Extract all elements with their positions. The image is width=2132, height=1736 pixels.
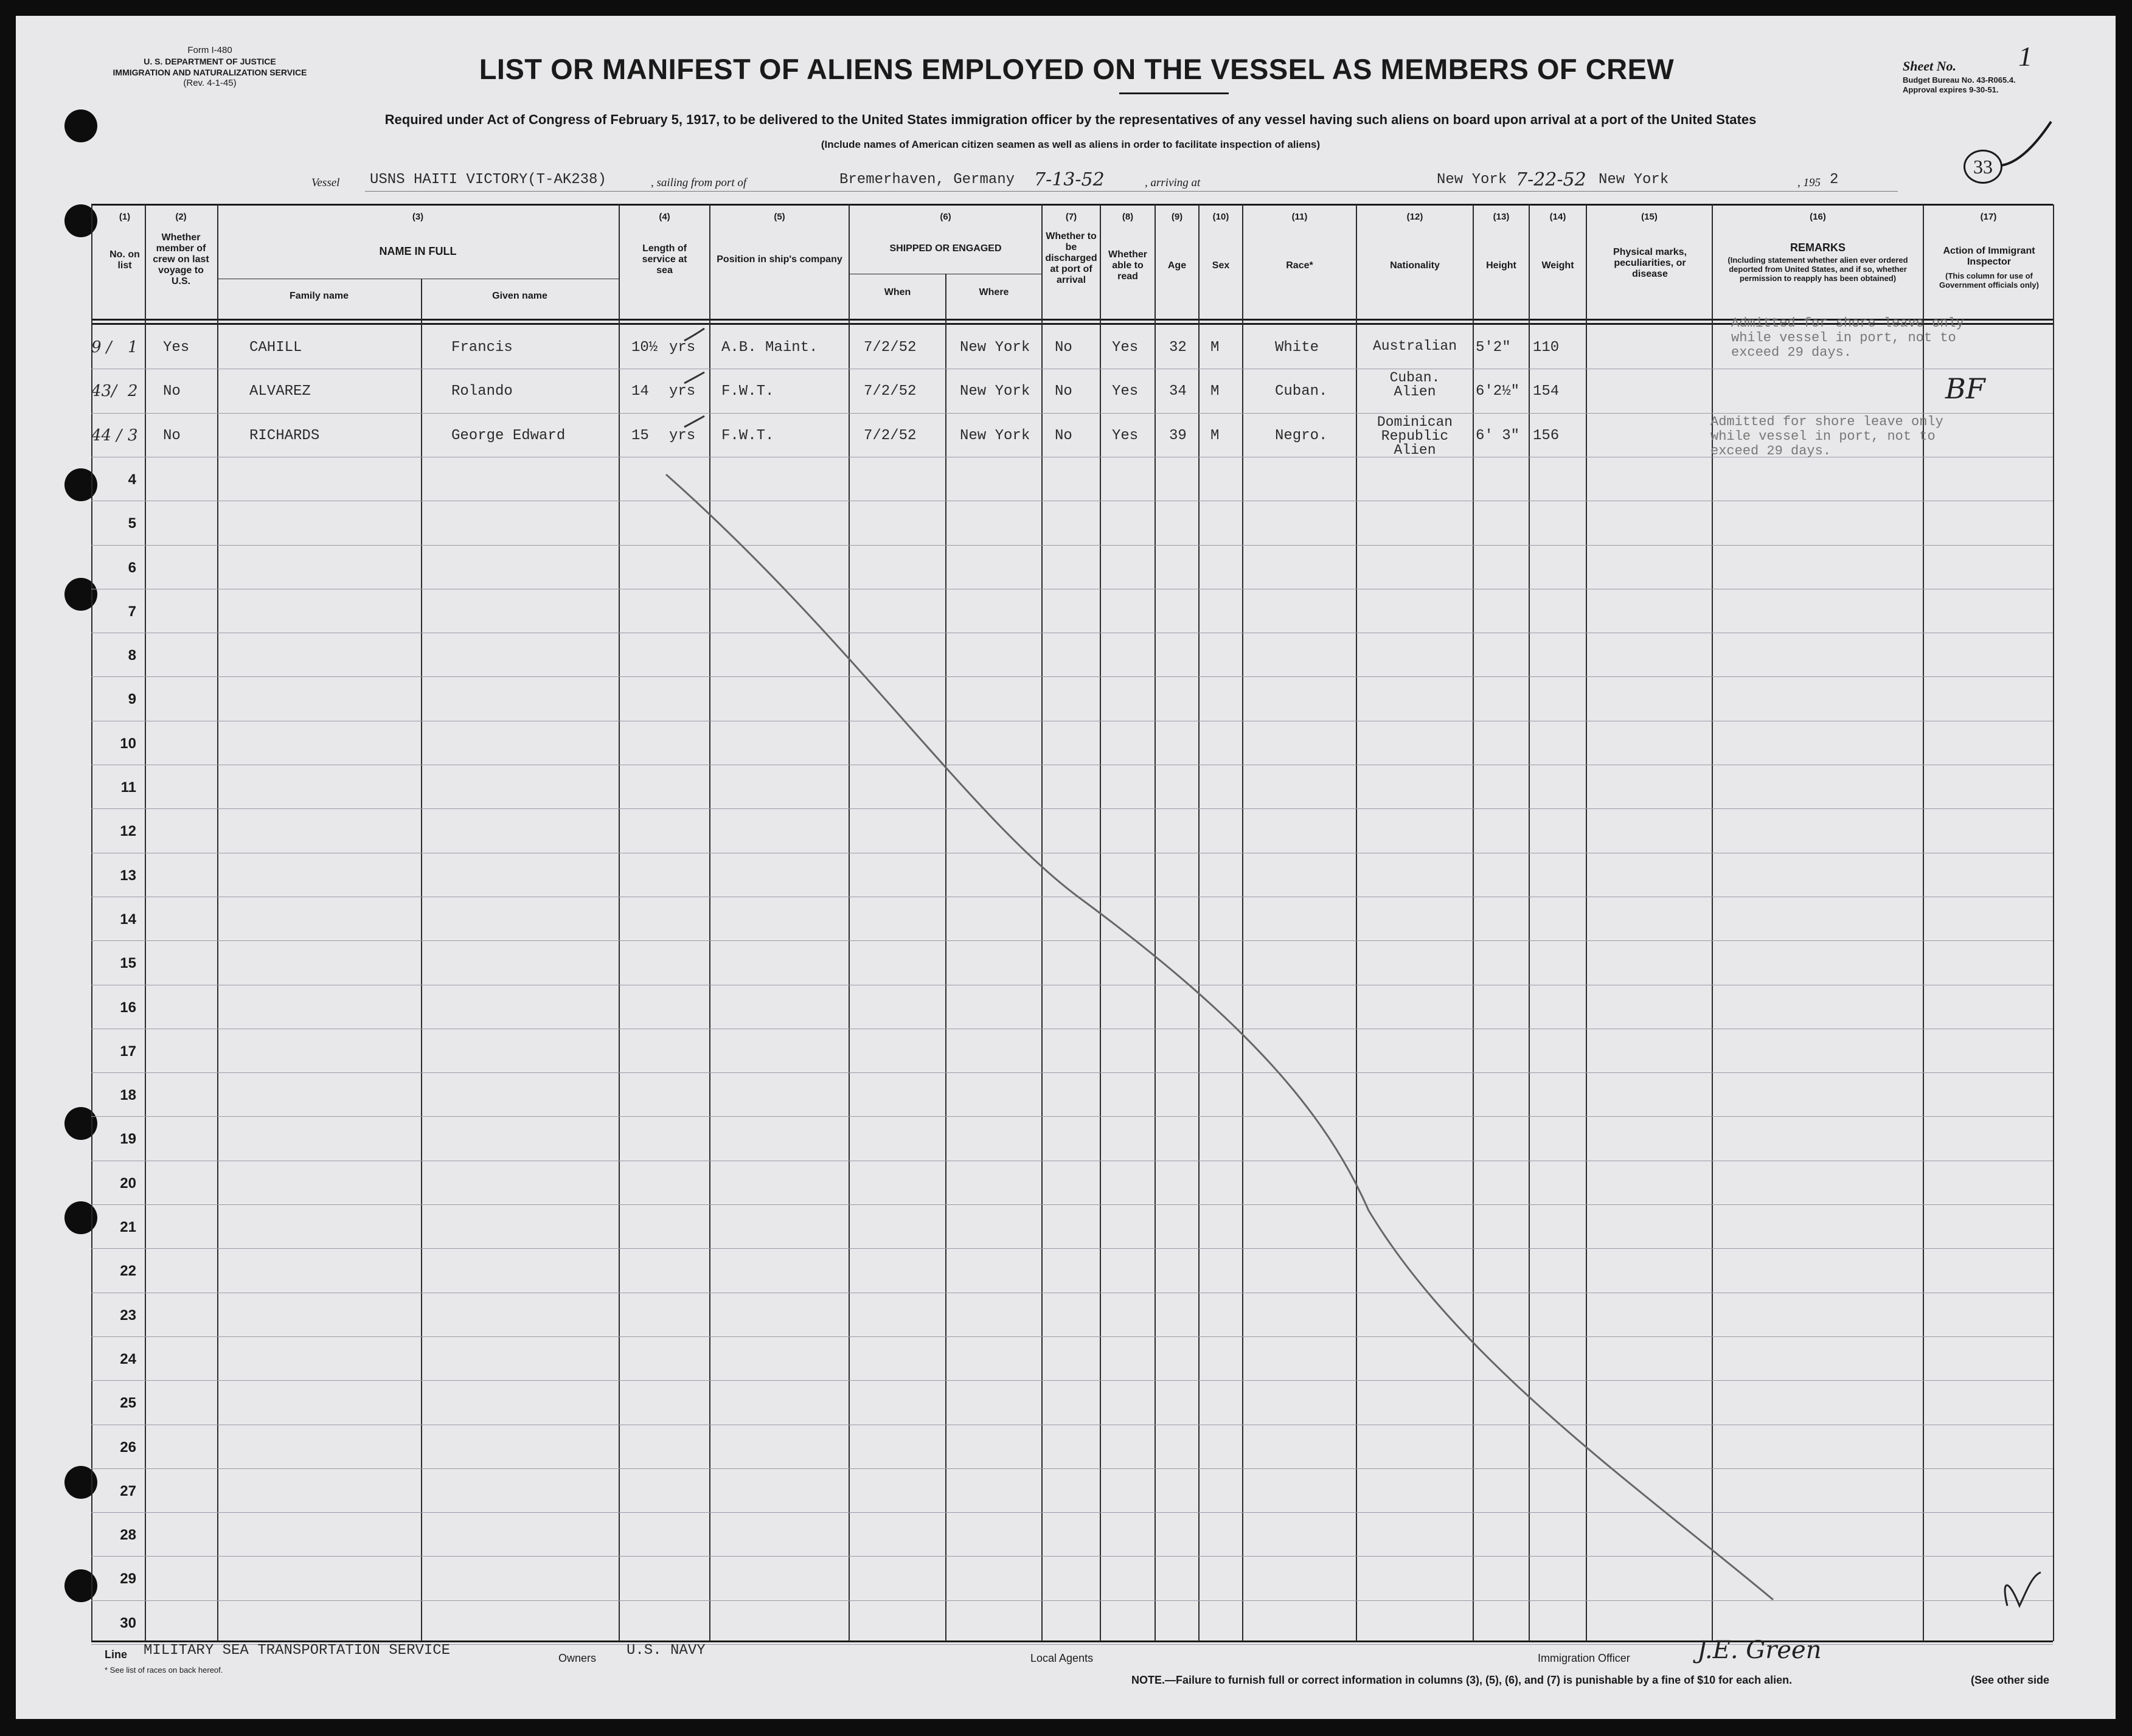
row-prefix: 44 / xyxy=(91,426,122,445)
service-unit: yrs xyxy=(669,339,696,356)
nationality-line: Cuban. xyxy=(1389,370,1440,386)
col-num: (9) xyxy=(1171,212,1183,222)
remark-line: exceed 29 days. xyxy=(1710,443,1832,459)
form-revision: (Rev. 4-1-45) xyxy=(183,78,237,88)
nationality-line: Alien xyxy=(1394,384,1436,400)
position: F.W.T. xyxy=(721,383,774,400)
arriving-date: 7-22-52 xyxy=(1516,169,1586,190)
weight: 156 xyxy=(1533,428,1560,444)
service-length: 10½ xyxy=(631,339,658,356)
penalty-note: NOTE.—Failure to furnish full or correct information in columns (3), (5), (6), and (7) is punishable by a fine of $10 for each alien. xyxy=(1131,1674,1793,1686)
given-name: Francis xyxy=(451,339,513,356)
circled-page-number: 33 xyxy=(1964,150,2002,184)
col-header-last-voyage: Whether member of crew on last voyage to U.S. xyxy=(153,232,209,286)
row-number-label: 4 xyxy=(128,471,136,488)
year-digit: 2 xyxy=(1830,172,1839,188)
row-number: 2 xyxy=(128,382,138,400)
row-number-label: 5 xyxy=(128,515,136,532)
agents-label: Local Agents xyxy=(1030,1652,1094,1664)
shipped-where: New York xyxy=(960,428,1030,444)
inspector-initials: BF xyxy=(1945,372,1985,405)
shipped-when: 7/2/52 xyxy=(864,339,917,356)
col-header-inspector: Action of Immigrant Inspector xyxy=(1943,246,2035,267)
row-number-label: 11 xyxy=(120,779,136,796)
col-header-family-name: Family name xyxy=(290,291,349,301)
row-number-label: 19 xyxy=(120,1131,136,1147)
last-voyage: No xyxy=(163,383,181,400)
sailing-port: Bremerhaven, Germany xyxy=(839,172,1015,188)
row-number-label: 30 xyxy=(120,1615,136,1631)
col-header-height: Height xyxy=(1486,260,1516,271)
row-number-label: 27 xyxy=(120,1483,136,1499)
sex: M xyxy=(1210,428,1220,444)
owners-value: U.S. NAVY xyxy=(627,1642,706,1659)
col-header-race: Race* xyxy=(1286,260,1313,271)
discharged: No xyxy=(1055,428,1072,444)
race: Negro. xyxy=(1275,428,1328,444)
col-num: (7) xyxy=(1065,212,1077,222)
able-to-read: Yes xyxy=(1112,428,1139,444)
row-number-label: 13 xyxy=(120,867,136,884)
nationality-line: Alien xyxy=(1394,442,1436,458)
family-name: CAHILL xyxy=(249,339,302,356)
last-voyage: Yes xyxy=(163,339,190,356)
col-num: (16) xyxy=(1810,212,1826,222)
service-length: 14 xyxy=(631,383,649,400)
nationality-line: Republic xyxy=(1381,428,1449,444)
required-statement: Required under Act of Congress of February 5, 1917, to be delivered to the United States immigration officer by the representatives of any vessel having such aliens on board upon arrival at a port of the United States xyxy=(384,112,1757,127)
service-unit: yrs xyxy=(669,383,696,400)
shipped-when: 7/2/52 xyxy=(864,383,917,400)
able-to-read: Yes xyxy=(1112,339,1139,356)
height: 6' 3" xyxy=(1476,428,1520,444)
able-to-read: Yes xyxy=(1112,383,1139,400)
budget-bureau: Budget Bureau No. 43-R065.4. xyxy=(1903,75,2016,85)
col-header-service-length: Length of service at sea xyxy=(642,243,687,276)
row-number-label: 28 xyxy=(120,1527,136,1543)
line-value: MILITARY SEA TRANSPORTATION SERVICE xyxy=(144,1642,451,1659)
approval-expiry: Approval expires 9-30-51. xyxy=(1903,85,1999,94)
age: 34 xyxy=(1169,383,1187,400)
col-num: (13) xyxy=(1493,212,1510,222)
col-header-weight: Weight xyxy=(1541,260,1574,271)
sex: M xyxy=(1210,383,1220,400)
col-num: (15) xyxy=(1641,212,1658,222)
row-number-label: 7 xyxy=(128,603,136,620)
col-header-able-to-read: Whether able to read xyxy=(1108,249,1147,282)
height: 5'2" xyxy=(1476,339,1511,356)
col-header-sex: Sex xyxy=(1212,260,1230,271)
col-header-remarks-note: (Including statement whether alien ever ordered deported from United States, and if so, whether permission to reapply has been obtained) xyxy=(1727,255,1908,283)
remark-line: Admitted for shore leave only xyxy=(1710,414,1943,429)
col-header-inspector-note: (This column for use of Government officials only) xyxy=(1939,271,2039,290)
col-header-given-name: Given name xyxy=(492,291,547,301)
row-number-label: 10 xyxy=(120,735,136,752)
nationality-line: Dominican xyxy=(1377,414,1453,430)
row-number-label: 16 xyxy=(120,999,136,1016)
shipped-where: New York xyxy=(960,339,1030,356)
arriving-label: , arriving at xyxy=(1145,176,1201,189)
department-name: U. S. DEPARTMENT OF JUSTICE xyxy=(144,57,276,66)
vessel-name: USNS HAITI VICTORY(T-AK238) xyxy=(370,172,606,188)
row-number-label: 20 xyxy=(120,1175,136,1192)
see-other-side: (See other side xyxy=(1971,1674,2050,1686)
row-number-label: 22 xyxy=(120,1263,136,1279)
race: Cuban. xyxy=(1275,383,1328,400)
row-prefix: 43/ xyxy=(91,382,117,400)
row-number-label: 29 xyxy=(120,1571,136,1587)
row-number-label: 14 xyxy=(120,911,136,928)
line-label: Line xyxy=(105,1648,128,1661)
col-header-no-on-list: No. on list xyxy=(109,249,140,271)
service-length: 15 xyxy=(631,428,649,444)
family-name: RICHARDS xyxy=(249,428,320,444)
col-num: (12) xyxy=(1406,212,1423,222)
arriving-port: New York xyxy=(1437,172,1507,188)
height: 6'2½" xyxy=(1476,383,1520,400)
discharged: No xyxy=(1055,339,1072,356)
col-header-position: Position in ship's company xyxy=(717,254,842,265)
col-num: (17) xyxy=(1980,212,1997,222)
col-num: (5) xyxy=(774,212,785,222)
col-header-shipped: SHIPPED OR ENGAGED xyxy=(889,243,1002,254)
service-unit: yrs xyxy=(669,428,696,444)
col-header-where: Where xyxy=(979,287,1009,297)
col-num: (11) xyxy=(1291,212,1308,222)
row-number-label: 17 xyxy=(120,1043,136,1060)
age: 32 xyxy=(1169,339,1187,356)
year-label: , 195 xyxy=(1797,176,1821,189)
col-num: (2) xyxy=(175,212,187,222)
row-number-label: 26 xyxy=(120,1439,136,1456)
sheet-label: Sheet No. xyxy=(1903,58,1956,74)
weight: 110 xyxy=(1533,339,1560,356)
arriving-port-2: New York xyxy=(1599,172,1669,188)
row-number-label: 23 xyxy=(120,1307,136,1324)
officer-label: Immigration Officer xyxy=(1538,1652,1630,1664)
row-number-label: 12 xyxy=(120,823,136,839)
race: White xyxy=(1275,339,1319,356)
position: F.W.T. xyxy=(721,428,774,444)
col-header-discharged: Whether to be discharged at port of arrival xyxy=(1045,231,1097,285)
page-title: LIST OR MANIFEST OF ALIENS EMPLOYED ON THE VESSEL AS MEMBERS OF CREW xyxy=(479,53,1675,85)
sailing-date: 7-13-52 xyxy=(1034,169,1105,190)
row-number: 1 xyxy=(128,338,138,356)
sailing-label: , sailing from port of xyxy=(651,176,747,189)
row-number-label: 18 xyxy=(120,1087,136,1103)
remark-line: exceed 29 days. xyxy=(1731,345,1852,360)
col-header-remarks: REMARKS xyxy=(1790,241,1846,254)
col-header-when: When xyxy=(884,287,911,297)
races-note: * See list of races on back hereof. xyxy=(105,1665,223,1675)
row-number-label: 21 xyxy=(120,1219,136,1235)
discharged: No xyxy=(1055,383,1072,400)
given-name: Rolando xyxy=(451,383,513,400)
shipped-where: New York xyxy=(960,383,1030,400)
col-header-age: Age xyxy=(1167,260,1187,271)
sheet-number: 1 xyxy=(2018,41,2032,72)
row-number-label: 24 xyxy=(120,1351,136,1367)
weight: 154 xyxy=(1533,383,1560,400)
sex: M xyxy=(1210,339,1220,356)
row-number-label: 25 xyxy=(120,1395,136,1411)
nationality-line: Australian xyxy=(1372,338,1457,354)
shipped-when: 7/2/52 xyxy=(864,428,917,444)
owners-label: Owners xyxy=(558,1652,597,1664)
officer-signature: J.E. Green xyxy=(1697,1636,1822,1664)
col-num: (3) xyxy=(412,212,424,222)
remark-line: while vessel in port, not to xyxy=(1731,330,1956,345)
given-name: George Edward xyxy=(451,428,566,444)
row-number: 3 xyxy=(128,426,138,445)
col-num: (1) xyxy=(119,212,131,222)
col-header-name: NAME IN FULL xyxy=(379,245,457,257)
row-number-label: 9 xyxy=(128,691,136,707)
vessel-label: Vessel xyxy=(311,176,340,189)
col-num: (8) xyxy=(1122,212,1134,222)
col-header-nationality: Nationality xyxy=(1390,260,1440,271)
position: A.B. Maint. xyxy=(721,339,818,356)
col-num: (6) xyxy=(940,212,951,222)
row-number-label: 8 xyxy=(128,647,136,664)
form-number: Form I-480 xyxy=(187,45,232,55)
row-number-label: 15 xyxy=(120,955,136,971)
col-header-physical-marks: Physical marks, peculiarities, or disease xyxy=(1613,247,1687,279)
row-number-label: 6 xyxy=(128,560,136,576)
col-num: (10) xyxy=(1212,212,1229,222)
col-num: (4) xyxy=(659,212,670,222)
col-num: (14) xyxy=(1549,212,1566,222)
row-prefix: 9 / xyxy=(91,338,112,356)
last-voyage: No xyxy=(163,428,181,444)
include-statement: (Include names of American citizen seamen as well as aliens in order to facilitate inspection of aliens) xyxy=(821,139,1321,150)
remark-line: Admitted for shore leave only xyxy=(1731,316,1964,331)
remark-line: while vessel in port, not to xyxy=(1710,429,1936,444)
service-name: IMMIGRATION AND NATURALIZATION SERVICE xyxy=(113,68,307,77)
age: 39 xyxy=(1169,428,1187,444)
family-name: ALVAREZ xyxy=(249,383,311,400)
